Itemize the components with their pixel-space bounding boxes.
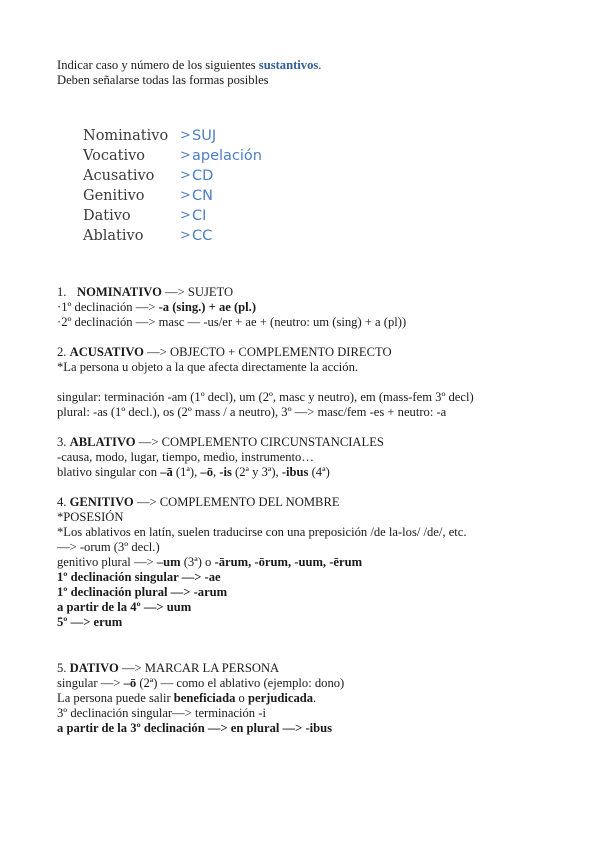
section-heading: 2. ACUSATIVO —> OBJECTO + COMPLEMENTO DIRECTO bbox=[57, 345, 392, 359]
text-line: 1º declinación plural —> -arum bbox=[57, 585, 228, 599]
case-name: Ablativo bbox=[83, 228, 144, 244]
text-line: —> -orum (3º decl.) bbox=[57, 540, 160, 554]
case-name: Dativo bbox=[83, 208, 131, 224]
arrow-icon: > bbox=[180, 128, 191, 143]
text-line: 1º declinación singular —> -ae bbox=[57, 570, 221, 584]
intro-line-2: Deben señalarse todas las formas posibles bbox=[57, 73, 269, 87]
case-row-acusativo bbox=[83, 166, 262, 186]
case-function: SUJ bbox=[192, 128, 217, 144]
text-line: blativo singular con –ā (1ª), –ō, -is (2ª y 3ª), -ibus (4ª) bbox=[57, 465, 330, 479]
intro-block bbox=[57, 58, 569, 88]
section-genitivo bbox=[57, 495, 569, 630]
case-function: CN bbox=[192, 188, 213, 204]
case-name: Genitivo bbox=[83, 188, 145, 204]
text-line: plural: -as (1º decl.), os (2º mass / a neutro), 3º —> masc/fem -es + neutro: -a bbox=[57, 405, 447, 419]
arrow-icon: > bbox=[180, 168, 191, 183]
text-line: -causa, modo, lugar, tiempo, medio, instrumento… bbox=[57, 450, 314, 464]
arrow-icon: > bbox=[180, 208, 191, 223]
case-row-genitivo bbox=[83, 186, 262, 206]
case-function: CC bbox=[192, 228, 213, 244]
case-name: Nominativo bbox=[83, 128, 169, 144]
text-line: a partir de la 4º —> uum bbox=[57, 600, 192, 614]
keyword-sustantivos: sustantivos bbox=[258, 58, 319, 72]
cases-table bbox=[83, 126, 262, 246]
text-line: La persona puede salir beneficiada o perjudicada. bbox=[57, 691, 317, 705]
case-function: apelación bbox=[192, 148, 262, 164]
case-row-ablativo bbox=[83, 226, 262, 246]
intro-line-1: Indicar caso y número de los siguientes sustantivos. bbox=[57, 58, 322, 72]
case-row-nominativo bbox=[83, 126, 262, 146]
arrow-icon: > bbox=[180, 188, 191, 203]
case-row-dativo bbox=[83, 206, 262, 226]
text-line: singular: terminación -am (1º decl), um (2º, masc y neutro), em (mass-fem 3º decl) bbox=[57, 390, 474, 404]
case-row-vocativo bbox=[83, 146, 262, 166]
arrow-icon: > bbox=[180, 148, 191, 163]
case-name: Acusativo bbox=[83, 168, 155, 184]
text-line: ·1º declinación —> -a (sing.) + ae (pl.) bbox=[57, 300, 257, 314]
section-acusativo bbox=[57, 345, 569, 420]
text-line: genitivo plural —> –um (3ª) o -ārum, -ōrum, -uum, -ērum bbox=[57, 555, 363, 569]
section-heading: 1. NOMINATIVO —> SUJETO bbox=[57, 285, 234, 299]
section-heading: 5. DATIVO —> MARCAR LA PERSONA bbox=[57, 661, 280, 675]
text-line: singular —> –ō (2ª) — como el ablativo (ejemplo: dono) bbox=[57, 676, 345, 690]
text-line: 5º —> erum bbox=[57, 615, 123, 629]
text-line: *POSESIÓN bbox=[57, 510, 124, 524]
arrow-icon: > bbox=[180, 228, 191, 243]
section-ablativo bbox=[57, 435, 569, 480]
case-function: CI bbox=[192, 208, 207, 224]
text-line: ·2º declinación —> masc — -us/er + ae + (neutro: um (sing) + a (pl)) bbox=[57, 315, 407, 329]
text-line: *Los ablativos en latín, suelen traducirse con una preposición /de la-los/ /de/, etc. bbox=[57, 525, 467, 539]
case-function: CD bbox=[192, 168, 214, 184]
text-line: 3º declinación singular—> terminación -i bbox=[57, 706, 266, 720]
case-name: Vocativo bbox=[83, 148, 146, 164]
section-nominativo bbox=[57, 285, 569, 330]
section-heading: 4. GENITIVO —> COMPLEMENTO DEL NOMBRE bbox=[57, 495, 340, 509]
text-line: a partir de la 3º declinación —> en plural —> -ibus bbox=[57, 721, 333, 735]
text-line: *La persona u objeto a la que afecta directamente la acción. bbox=[57, 360, 359, 374]
section-dativo bbox=[57, 661, 569, 736]
section-heading: 3. ABLATIVO —> COMPLEMENTO CIRCUNSTANCIALES bbox=[57, 435, 384, 449]
